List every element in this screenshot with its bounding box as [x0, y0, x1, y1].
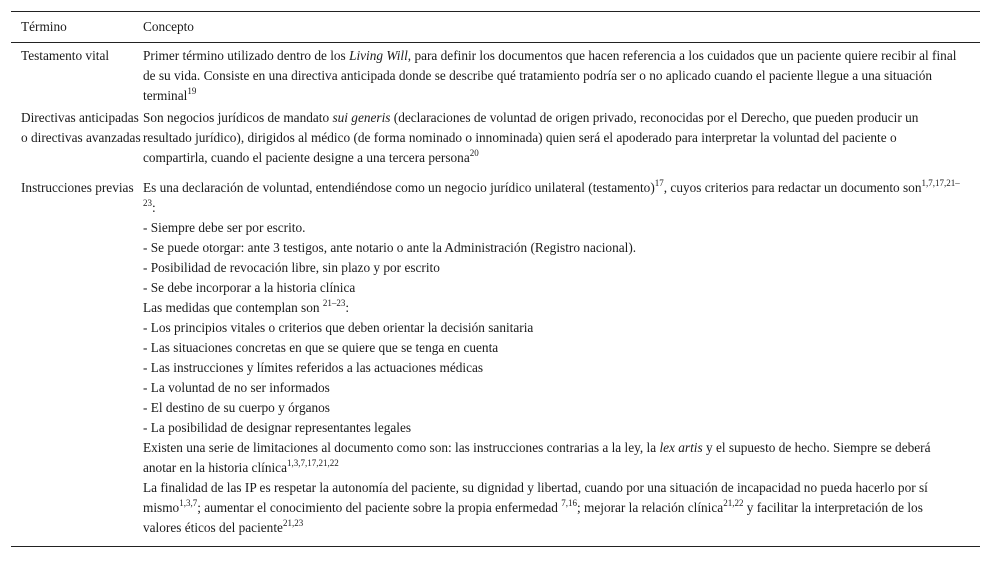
reference: 7,16: [561, 497, 577, 508]
list-item: - La posibilidad de designar representantes legales: [143, 420, 412, 435]
term-cell: Testamento vital: [21, 48, 110, 63]
text: Primer término utilizado dentro de los: [143, 48, 350, 63]
purpose-paragraph: [143, 478, 960, 538]
list-item: - Siempre debe ser por escrito.: [143, 220, 306, 235]
text: ; mejorar la relación clínica: [576, 500, 724, 515]
header-term: Término: [21, 19, 67, 34]
list-item: - Las situaciones concretas en que se quiere que se tenga en cuenta: [143, 340, 499, 355]
italic-term: sui generis: [332, 110, 391, 125]
table-row: [11, 43, 980, 107]
reference: 20: [469, 147, 479, 158]
text: :: [152, 200, 156, 215]
text: Las medidas que contemplan son: [143, 300, 323, 315]
italic-term: lex artis: [659, 440, 703, 455]
list-item: - El destino de su cuerpo y órganos: [143, 400, 330, 415]
header-concept: Concepto: [143, 19, 194, 34]
text: Es una declaración de voluntad, entendiéndose como un negocio jurídico unilateral (testamento): [143, 180, 655, 195]
text: y el supuesto de hecho. Siempre se deberá anotar en la historia clínica: [143, 440, 931, 475]
list-item: - La voluntad de no ser informados: [143, 380, 330, 395]
table-row: [11, 168, 980, 547]
list-item: - Se puede otorgar: ante 3 testigos, ante notario o ante la Administración (Registro nacional).: [143, 240, 637, 255]
list-item: - Las instrucciones y límites referidos a las actuaciones médicas: [143, 360, 484, 375]
definitions-table: [11, 11, 980, 547]
text: y facilitar la interpretación de los valores éticos del paciente: [143, 500, 923, 535]
reference: 21,23: [282, 517, 304, 528]
limits-paragraph: [143, 438, 960, 478]
reference: 1,3,7,17,21,22: [287, 457, 339, 468]
text: Son negocios jurídicos de mandato: [143, 110, 333, 125]
text: (declaraciones de voluntad de origen privado, reconocidas por el Derecho, que pueden producir un resultado jurídico), dirigidos al médico (de forma nominado o innominada) quien será el apoderado para interpretar la voluntad del paciente o compartirla, cuando el paciente designe a una tercera persona: [143, 110, 919, 165]
text: Existen una serie de limitaciones al documento como son: las instrucciones contrarias a la ley, la: [143, 440, 660, 455]
reference: 17: [654, 177, 664, 188]
text: La finalidad de las IP es respetar la autonomía del paciente, su dignidad y libertad, cuando por una situación de incapacidad no pueda hacerlo por sí mismo: [143, 480, 928, 515]
concept-cell: [143, 168, 980, 547]
reference: 21–23: [322, 297, 346, 308]
list-item: - Se debe incorporar a la historia clínica: [143, 280, 356, 295]
measures-heading: [143, 298, 960, 318]
text: , cuyos criterios para redactar un documento son: [663, 180, 922, 195]
term-cell: Instrucciones previas: [21, 180, 134, 195]
intro-paragraph: [143, 178, 960, 218]
concept-cell: [143, 43, 980, 107]
reference: 21,22: [723, 497, 744, 508]
table-header-row: [11, 12, 980, 43]
term-cell: Directivas anticipadas o directivas avanzadas: [21, 110, 141, 145]
concept-cell: [143, 106, 980, 168]
reference: 1,7,17,21–23: [143, 177, 960, 208]
table-row: [11, 106, 980, 168]
reference: 19: [187, 85, 197, 96]
text: , para definir los documentos que hacen referencia a los cuidados que un paciente quiere recibir al final de su vida. Consiste en una directiva anticipada donde se describe qué tratamiento podría ser o no aplicado cuando el paciente llegue a una situación terminal: [143, 48, 957, 103]
reference: 1,3,7: [179, 497, 198, 508]
text: ; aumentar el conocimiento del paciente sobre la propia enfermedad: [197, 500, 562, 515]
list-item: - Los principios vitales o criterios que deben orientar la decisión sanitaria: [143, 320, 534, 335]
italic-term: Living Will: [349, 48, 408, 63]
list-item: - Posibilidad de revocación libre, sin plazo y por escrito: [143, 260, 440, 275]
text: :: [345, 300, 350, 315]
